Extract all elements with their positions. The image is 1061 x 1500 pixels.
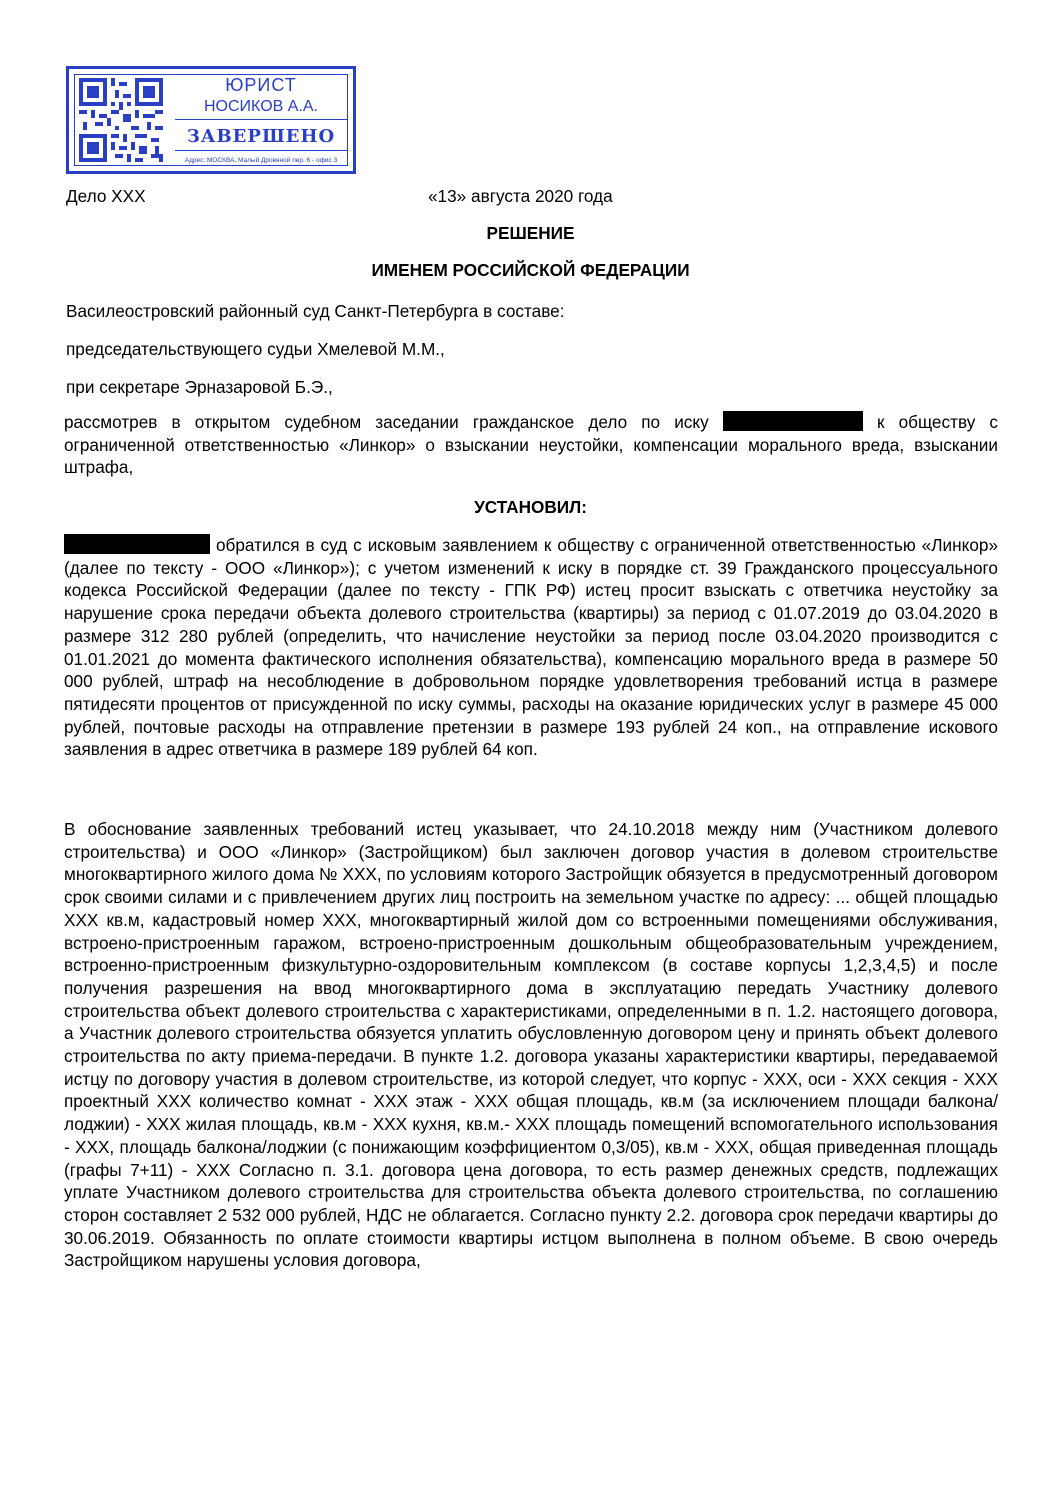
stamp-divider bbox=[175, 150, 347, 151]
case-description bbox=[64, 411, 998, 479]
court-name: Василеостровский районный суд Санкт-Петербурга в составе: bbox=[66, 301, 565, 321]
stamp-text-block bbox=[173, 73, 349, 151]
lawyer-stamp bbox=[66, 66, 356, 174]
stamp-name: НОСИКОВ А.А. bbox=[204, 98, 318, 115]
stamp-status: ЗАВЕРШЕНО bbox=[186, 126, 336, 147]
paragraph-grounds: В обоснование заявленных требований истец указывает, что 24.10.2018 между ним (Участником долевого строительства) и ООО «Линкор» (Застройщиком) был заключен договор участия в долевом строительстве многоквартирного жилого дома № XXX, по условиям которого Застройщик обязуется в предусмотренный договором срок своими силами и с привлечением других лиц построить на земельном участке по адресу: ... общей площадью XXX кв.м, кадастровый номер XXX, многоквартирный жилой дом со встроенными помещениями обслуживания, встроено-пристроенным гаражом, встроено-пристроенным дошкольным общеобразовательным учреждением, встроенно-пристроенным физкультурно-оздоровительным комплексом (в составе корпусы 1,2,3,4,5) и после получения разрешения на ввод многоквартирного дома в эксплуатацию передать Участнику долевого строительства объект долевого строительства с характеристиками, определенными в п. 1.2. настоящего договора, а Участник долевого строительства обязуется уплатить обусловленную договором цену и принять объект долевого строительства по акту приема-передачи. В пункте 1.2. договора указаны характеристики квартиры, передаваемой истцу по договору участия в долевом строительстве, из которой следует, что корпус - XXX, оси - XXX секция - XXX проектный XXX количество комнат - XXX этаж - XXX общая площадь, кв.м (за исключением площади балкона/лоджии) - XXX жилая площадь, кв.м - XXX кухня, кв.м.- XXX площадь помещений вспомогательного использования - XXX, площадь балкона/лоджии (с понижающим коэффициентом 0,3/05), кв.м - XXX, общая приведенная площадь (графы 7+11) - XXX Согласно п. 3.1. договора цена договора, то есть размер денежных средств, подлежащих уплате Участником долевого строительства для строительства объекта долевого строительства, по соглашению сторон составляет 2 532 000 рублей, НДС не облагается. Согласно пункту 2.2. договора срок передачи квартиры до 30.06.2019. Обязанность по оплате стоимости квартиры истцом выполнена в полном объеме. В свою очередь Застройщиком нарушены условия договора, bbox=[64, 819, 998, 1271]
secretary-line: при секретаре Эрназаровой Б.Э., bbox=[66, 377, 333, 397]
case-number: Дело XXX bbox=[66, 186, 146, 206]
paragraph-claim-text: обратился в суд с исковым заявлением к обществу с ограниченной ответственностью «Линкор» (далее по тексту - ООО «Линкор»); с учетом изменений к иску в порядке ст. 39 Гражданского процессуального кодекса Российской Федерации (далее по тексту - ГПК РФ) истец просит взыскать с ответчика неустойку за нарушение срока передачи объекта долевого строительства (квартиры) за период с 01.07.2019 до 03.04.2020 в размере 312 280 рублей (определить, что начисление неустойки за период после 03.04.2020 производится с 01.01.2021 до момента фактического исполнения обязательства), компенсацию морального вреда в размере 50 000 рублей, штраф на несоблюдение в добровольном порядке удовлетворения требований истца в размере пятидесяти процентов от присужденной по иску суммы, расходы на оказание юридических услуг в размере 45 000 рублей, почтовые расходы на отправление претензии в размере 193 рублей 24 коп., на отправление искового заявления в адрес ответчика в размере 189 рублей 64 коп. bbox=[64, 535, 999, 760]
stamp-divider bbox=[175, 119, 347, 120]
stamp-address: Адрес: МОСКВА, Малый Дровяной пер. 6 - офис 3 bbox=[184, 157, 338, 164]
redacted-plaintiff-name bbox=[723, 411, 863, 431]
case-description-start: рассмотрев в открытом судебном заседании гражданское дело по иску bbox=[64, 412, 709, 432]
redacted-plaintiff-name bbox=[64, 534, 210, 554]
section-heading-established: УСТАНОВИЛ: bbox=[474, 497, 587, 517]
paragraph-claim bbox=[64, 534, 998, 761]
document-title: РЕШЕНИЕ bbox=[486, 223, 575, 243]
stamp-title: ЮРИСТ bbox=[225, 75, 297, 95]
document-subtitle: ИМЕНЕМ РОССИЙСКОЙ ФЕДЕРАЦИИ bbox=[371, 260, 690, 280]
qr-code-icon bbox=[79, 77, 163, 163]
judge-line: председательствующего судьи Хмелевой М.М., bbox=[66, 339, 445, 359]
decision-date: «13» августа 2020 года bbox=[428, 186, 613, 206]
case-description-end: к обществу с ограниченной ответственностью «Линкор» о взыскании неустойки, компенсации морального вреда, взыскании штрафа, bbox=[64, 412, 998, 478]
